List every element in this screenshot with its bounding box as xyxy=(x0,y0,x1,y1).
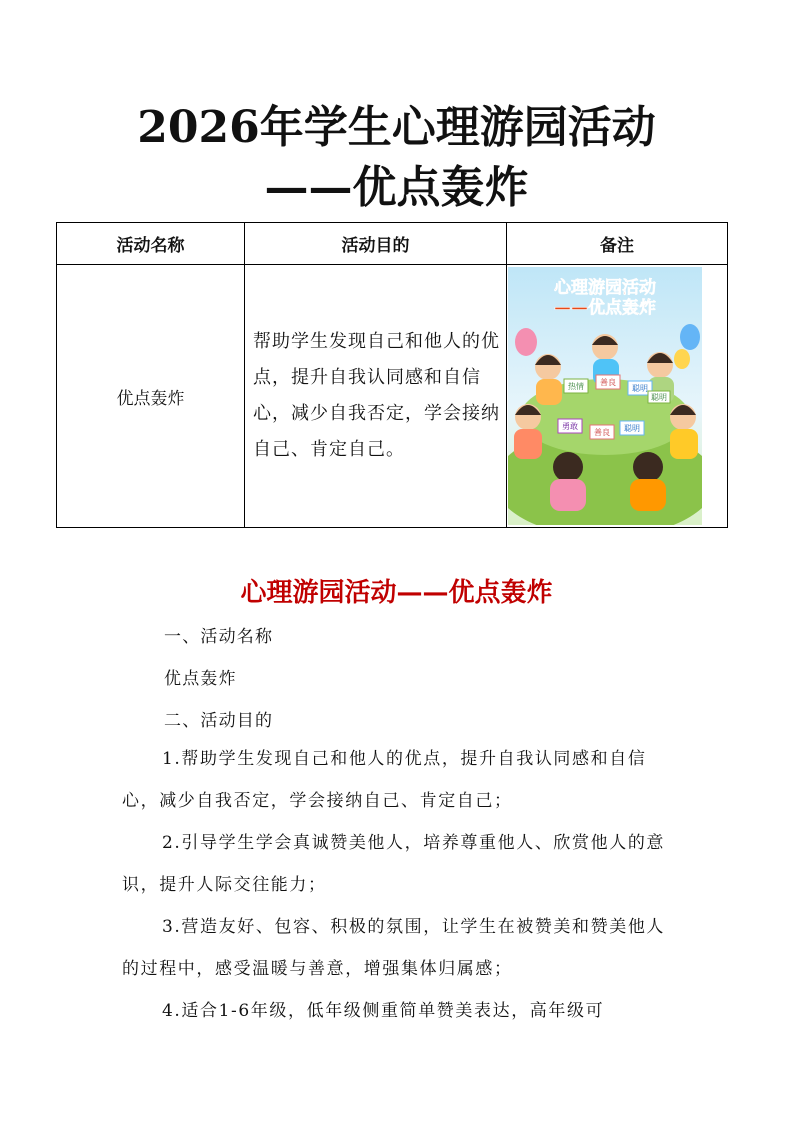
header-activity-purpose: 活动目的 xyxy=(245,223,507,265)
table-row xyxy=(57,265,728,528)
poster-card: 热情 xyxy=(568,382,584,391)
heading-activity-purpose: 二、活动目的 xyxy=(164,711,274,731)
purpose-item-3: 3.营造友好、包容、积极的氛围，让学生在被赞美和赞美他人的过程中，感受温暖与善意，增强集体归属感； xyxy=(122,917,666,979)
poster-image xyxy=(508,267,702,525)
cell-activity-name: 优点轰炸 xyxy=(57,265,245,528)
heading-activity-name: 一、活动名称 xyxy=(164,627,274,647)
document-title-line1: 2026年学生心理游园活动 xyxy=(137,102,656,153)
document-title-line2: ——优点轰炸 xyxy=(264,162,529,213)
poster-card: 善良 xyxy=(600,378,616,387)
poster-card: 善良 xyxy=(594,428,610,437)
cell-activity-purpose: 帮助学生发现自己和他人的优点，提升自我认同感和自信心，减少自我否定，学会接纳自己、肯定自己。 xyxy=(245,265,507,528)
activity-name-value: 优点轰炸 xyxy=(164,669,237,689)
header-remarks: 备注 xyxy=(507,223,728,265)
section-title: 心理游园活动——优点轰炸 xyxy=(240,578,553,608)
purpose-item-4: 4.适合1-6年级，低年级侧重简单赞美表达，高年级可 xyxy=(162,1001,605,1021)
purpose-item-2: 2.引导学生学会真诚赞美他人，培养尊重他人、欣赏他人的意识，提升人际交往能力； xyxy=(122,833,666,895)
poster-card: 聪明 xyxy=(651,393,667,402)
poster-subtitle: ——优点轰炸 xyxy=(554,298,656,318)
poster-title: 心理游园活动 xyxy=(554,278,656,298)
poster-card: 勇敢 xyxy=(562,422,578,431)
poster-card: 聪明 xyxy=(632,384,648,393)
header-activity-name: 活动名称 xyxy=(57,223,245,265)
table-header-row xyxy=(57,223,728,265)
poster-card: 聪明 xyxy=(624,424,640,433)
cell-remarks xyxy=(507,265,728,528)
activity-table xyxy=(56,222,728,528)
purpose-item-1: 1.帮助学生发现自己和他人的优点，提升自我认同感和自信心，减少自我否定，学会接纳自己、肯定自己； xyxy=(122,749,647,811)
